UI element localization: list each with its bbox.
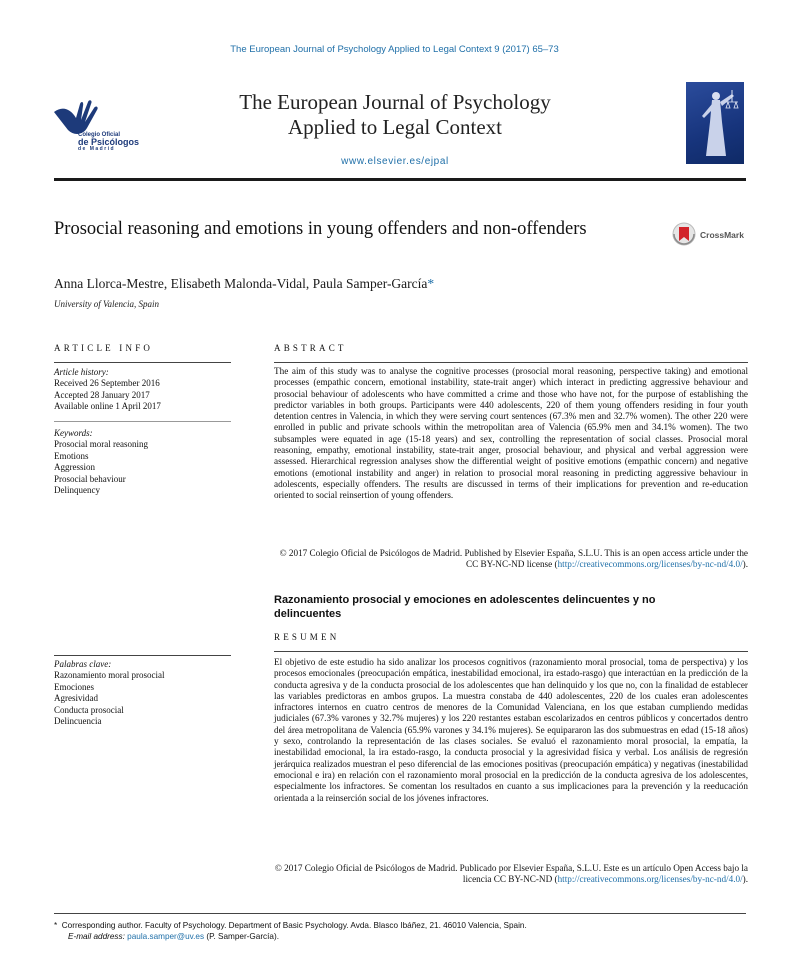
logo-wordmark bbox=[78, 132, 139, 152]
journal-url[interactable]: www.elsevier.es/ejpal bbox=[341, 156, 449, 167]
journal-title-line-2: Applied to Legal Context bbox=[287, 115, 503, 139]
crossmark-icon bbox=[672, 222, 696, 246]
license-link[interactable]: http://creativecommons.org/licenses/by-nc-nd/4.0/ bbox=[557, 874, 743, 885]
accepted-date: Accepted 28 January 2017 bbox=[54, 389, 150, 400]
corresponding-author-mark[interactable]: * bbox=[427, 276, 435, 291]
crossmark-badge[interactable] bbox=[672, 222, 752, 248]
keyword-item: Prosocial moral reasoning bbox=[54, 439, 148, 450]
palabras-rule bbox=[54, 655, 231, 656]
society-logo bbox=[50, 98, 150, 160]
footnote-mark: * bbox=[54, 921, 58, 930]
copyright-end: ). bbox=[742, 559, 748, 570]
email-note bbox=[54, 931, 754, 942]
keyword-item: Emotions bbox=[54, 450, 89, 461]
affiliation: University of Valencia, Spain bbox=[54, 299, 159, 309]
logo-line-3: de Madrid bbox=[78, 146, 116, 152]
article-info-rule bbox=[54, 362, 231, 363]
spanish-title: Razonamiento prosocial y emociones en adolescentes delincuentes y no delincuentes bbox=[274, 594, 656, 620]
corresponding-text: Corresponding author. Faculty of Psychology. Department of Basic Psychology. Avda. Blasco Ibáñez, 21. 46010 Valencia, Spain. bbox=[61, 921, 527, 930]
justice-statue-icon bbox=[686, 82, 744, 164]
keyword-item: Delinquency bbox=[54, 485, 100, 496]
email-link[interactable]: paula.samper@uv.es bbox=[127, 932, 205, 941]
resumen-heading: RESUMEN bbox=[274, 632, 340, 642]
resumen-rule bbox=[274, 651, 748, 652]
history-label: Article history: bbox=[54, 367, 109, 377]
journal-reference: The European Journal of Psychology Applied to Legal Context 9 (2017) 65–73 bbox=[230, 44, 559, 55]
crossmark-label: CrossMark bbox=[700, 230, 744, 240]
email-suffix: (P. Samper-García). bbox=[204, 932, 279, 941]
keywords-rule bbox=[54, 421, 231, 422]
palabras-label: Palabras clave: bbox=[54, 659, 112, 669]
resumen-text: El objetivo de este estudio ha sido analizar los procesos cognitivos (razonamiento moral prosocial, toma de perspectiva) y los procesos emocionales (preocupación empática, inestabilidad emocional, ira estado-rasgo) que interactúan en la predicción de la conducta agresiva y de la conducta prosocial de los adolescentes que han delinquido y los que no, con la finalidad de establecer las variables predictoras en ambos grupos. La muestra constaba de 440 adolescentes, 220 de los cuales eran adolescentes infractores internos en cuatro centros de menores de la Comunidad Valenciana, en los que estaban cumpliendo medidas judiciales (67.3% varones y 32.7% mujeres) y los 220 restantes estaban escolarizados en centros públicos y concertados dentro del área metropolitana de Valencia (65.9% varones y 34.1% mujeres). Se equipararon las dos submuestras en edad (15-18 años) y sexo, controlando la representación de las clases sociales. Se evaluó el razonamiento moral prosocial, la empatía, la inestabilidad emocional, la ira estado-rasgo, la conducta prosocial y la agresividad física y verbal. Los análisis de regresión jerárquica realizados muestran el peso diferencial de las emociones positivas (preocupación empática) y negativas (inestabilidad emocional e ira) en relación con el razonamiento moral prosocial en la predicción de la conducta agresiva de los adolescentes, especialmente los infractores. Se comentan los resultados en cuanto a sus implicaciones para la prevención y la reeducación orientada a la reinserción social de los jóvenes infractores. bbox=[274, 657, 748, 803]
article-info-heading: ARTICLE INFO bbox=[54, 343, 154, 353]
copyright-end: ). bbox=[742, 874, 748, 885]
article-title: Prosocial reasoning and emotions in young offenders and non-offenders bbox=[54, 219, 587, 239]
keywords-block bbox=[54, 428, 234, 496]
corresponding-author-note bbox=[54, 920, 754, 931]
author-list bbox=[54, 276, 434, 292]
copyright-text: © 2017 Colegio Oficial de Psicólogos de Madrid. Published by Elsevier España, S.L.U. This is an open access article under the CC BY-NC-ND license ( bbox=[279, 548, 748, 570]
keyword-item: Conducta prosocial bbox=[54, 704, 124, 715]
article-history bbox=[54, 367, 234, 413]
email-label: E-mail address: bbox=[68, 932, 125, 941]
footnote bbox=[54, 920, 754, 942]
journal-title bbox=[160, 90, 630, 140]
keyword-item: Agresividad bbox=[54, 693, 98, 704]
abstract-text: The aim of this study was to analyse the cognitive processes (prosocial moral reasoning, perspective taking) and emotional processes (empathic concern, emotional instability, state-trait anger) which interact in predicting aggressive behaviour and prosocial behaviour of adolescents who have committed a crime and those who have not, for the purpose of establishing the predictor variables in both groups. Participants were 440 adolescents, 220 of them young offenders residing in four youth detention centres in Valencia, in which they were serving court sentences (67.3% men and 32.7% women). The other 220 were enrolled in public and private schools within the metropolitan area of Valencia (65.9% men and 34.1% women). The two subsamples were equated in age (15-18 years) and sex, controlling the representation of social classes. Prosocial moral reasoning, empathy, emotional instability, state-trait anger, prosocial behaviour, and physical and verbal aggression were assessed. Hierarchical regression analyses show the differential weight of positive emotions (empathic concern) and negative emotions (emotional instability and anger) in relation to prosocial moral reasoning in predicting aggressive behaviour in adolescents, especially offenders. The results are discussed in terms of their implications for prevention and re-education oriented to social reinsertion of young offenders. bbox=[274, 366, 748, 501]
logo-line-2: de Psicólogos bbox=[78, 137, 140, 147]
keyword-item: Delincuencia bbox=[54, 716, 102, 727]
keyword-item: Aggression bbox=[54, 462, 95, 473]
abstract-copyright bbox=[274, 548, 748, 571]
received-date: Received 26 September 2016 bbox=[54, 378, 160, 389]
journal-cover-image bbox=[686, 82, 744, 164]
keyword-item: Emociones bbox=[54, 681, 94, 692]
journal-title-line-1: The European Journal of Psychology bbox=[239, 90, 551, 114]
resumen-copyright bbox=[274, 863, 748, 886]
footnote-rule bbox=[54, 913, 746, 914]
online-date: Available online 1 April 2017 bbox=[54, 401, 161, 412]
keyword-item: Prosocial behaviour bbox=[54, 473, 126, 484]
abstract-rule bbox=[274, 362, 748, 363]
authors-text: Anna Llorca-Mestre, Elisabeth Malonda-Vidal, Paula Samper-García bbox=[54, 276, 428, 291]
header-rule bbox=[54, 178, 746, 181]
keyword-item: Razonamiento moral prosocial bbox=[54, 670, 165, 681]
abstract-heading: ABSTRACT bbox=[274, 343, 347, 353]
palabras-clave-block bbox=[54, 659, 234, 727]
logo-line-1: Colegio Oficial bbox=[78, 132, 121, 138]
license-link[interactable]: http://creativecommons.org/licenses/by-nc-nd/4.0/ bbox=[557, 559, 743, 570]
copyright-text: © 2017 Colegio Oficial de Psicólogos de Madrid. Publicado por Elsevier España, S.L.U. Este es un artículo Open Access bajo la licencia CC BY-NC-ND ( bbox=[274, 863, 748, 885]
keywords-label: Keywords: bbox=[54, 428, 93, 438]
